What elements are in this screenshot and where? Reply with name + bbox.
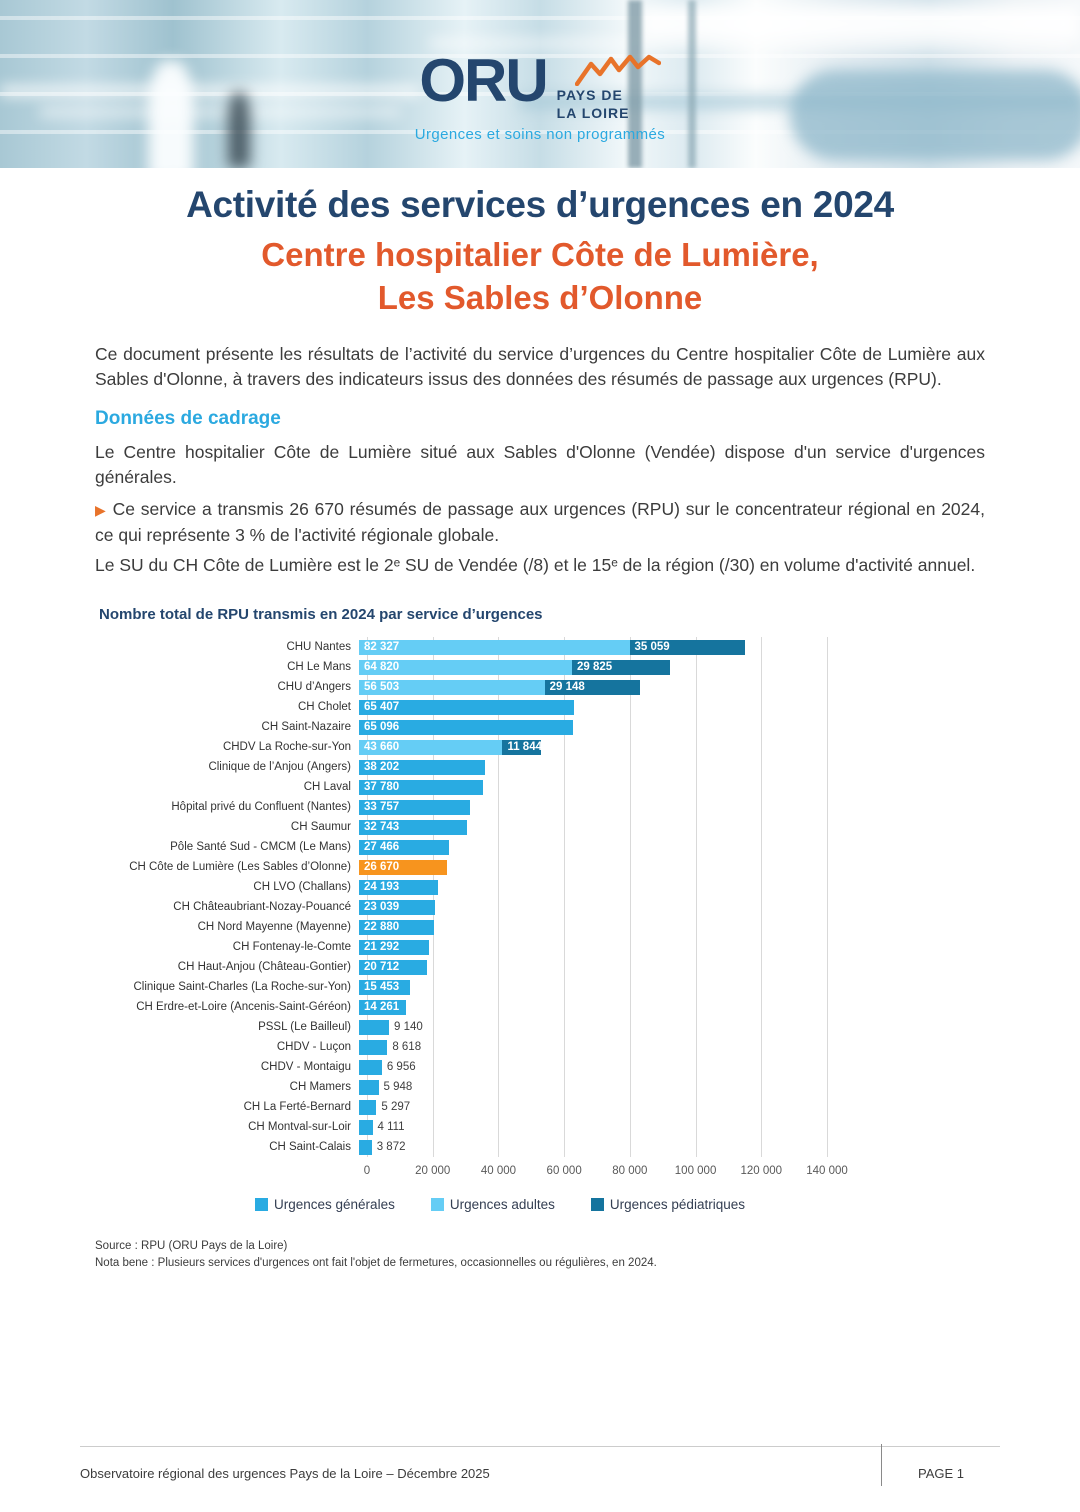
bar-category-label: Hôpital privé du Confluent (Nantes) <box>171 801 351 814</box>
bar-value-label: 11 844 <box>507 740 542 753</box>
bar-segment-adultes <box>359 640 630 655</box>
bar-value-label: 37 780 <box>364 780 400 793</box>
bar-value-label: 38 202 <box>364 760 400 773</box>
chart-row <box>95 797 985 817</box>
chart-row <box>95 1057 985 1077</box>
bar-segment-generales <box>359 1140 372 1155</box>
legend-label: Urgences adultes <box>449 1197 555 1213</box>
bar-value-label: 33 757 <box>364 800 400 813</box>
bar-track <box>359 940 819 955</box>
bar-track <box>359 800 819 815</box>
bar-segment-generales <box>359 1060 382 1075</box>
bar-value-label: 35 059 <box>634 640 670 653</box>
x-axis-tick-label: 0 <box>363 1165 371 1178</box>
bar-category-label: CH Cholet <box>297 701 351 714</box>
bar-category-label: PSSL (Le Bailleul) <box>258 1021 351 1034</box>
bar-track <box>359 700 819 715</box>
bar-category-label: CH Haut-Anjou (Château-Gontier) <box>177 961 351 974</box>
bar-category-label: Pôle Santé Sud - CMCM (Le Mans) <box>170 841 351 854</box>
bar-track <box>359 720 819 735</box>
bar-category-label: Clinique Saint-Charles (La Roche-sur-Yon) <box>133 981 351 994</box>
chart-row <box>95 1037 985 1057</box>
section-heading-donnees-de-cadrage: Données de cadrage <box>95 407 281 429</box>
bar-category-label: CH Saumur <box>290 821 351 834</box>
bar-category-label: CH Saint-Calais <box>269 1141 351 1154</box>
bar-track <box>359 900 819 915</box>
chart-row <box>95 1097 985 1117</box>
bar-value-label: 65 096 <box>364 720 400 733</box>
bar-value-label: 9 140 <box>394 1020 423 1033</box>
legend-item <box>591 1197 745 1212</box>
x-axis-tick-label: 100 000 <box>674 1165 717 1178</box>
bar-category-label: CHDV La Roche-sur-Yon <box>222 741 351 754</box>
logo-region-line1: PAYS DE <box>556 87 623 103</box>
triangle-bullet-icon: ▶ <box>95 502 107 519</box>
x-axis-tick-label: 20 000 <box>415 1165 451 1178</box>
bar-track <box>359 740 819 755</box>
x-axis-tick-label: 120 000 <box>740 1165 783 1178</box>
photo-ceiling-lights <box>640 6 1080 42</box>
chart-row <box>95 937 985 957</box>
bar-category-label: CHDV - Montaigu <box>260 1061 351 1074</box>
footer-text: Observatoire régional des urgences Pays de la Loire – Décembre 2025 <box>80 1465 490 1481</box>
bar-value-label: 29 148 <box>549 680 585 693</box>
x-axis-tick-label: 40 000 <box>480 1165 517 1178</box>
chart-row <box>95 677 985 697</box>
page-footer <box>80 1446 1000 1486</box>
bar-segment-generales <box>359 1100 376 1115</box>
bar-segment-generales <box>359 1080 379 1095</box>
chart-row <box>95 757 985 777</box>
oru-logo-text: ORU <box>419 47 547 114</box>
legend-swatch-icon <box>431 1198 444 1211</box>
paragraph-rpu-bullet <box>95 497 985 548</box>
bar-value-label: 6 956 <box>386 1060 416 1073</box>
bar-track <box>359 980 819 995</box>
bar-category-label: CH Mamers <box>289 1081 351 1094</box>
legend-label: Urgences générales <box>274 1197 395 1213</box>
bar-value-label: 8 618 <box>392 1040 422 1053</box>
bar-value-label: 43 660 <box>364 740 400 753</box>
bar-track <box>359 1060 819 1075</box>
legend-item <box>255 1197 395 1212</box>
bar-track <box>359 1040 819 1055</box>
bar-value-label: 26 670 <box>364 860 400 873</box>
bar-value-label: 4 111 <box>377 1120 405 1133</box>
paragraph-classement: Le SU du CH Côte de Lumière est le 2ᵉ SU de Vendée (/8) et le 15ᵉ de la région (/30) en volume d'activité annuel. <box>95 555 976 576</box>
bar-segment-generales <box>359 1020 389 1035</box>
x-axis-tick-label: 60 000 <box>546 1165 582 1178</box>
bar-track <box>359 960 819 975</box>
bar-segment-generales <box>359 1120 373 1135</box>
bar-track <box>359 1140 819 1155</box>
logo-region-line2: LA LOIRE <box>556 104 630 121</box>
bar-category-label: CH Saint-Nazaire <box>261 721 351 734</box>
chart-row <box>95 657 985 677</box>
bar-value-label: 22 880 <box>364 920 400 933</box>
chart-row <box>95 877 985 897</box>
legend-label: Urgences pédiatriques <box>609 1197 745 1213</box>
bar-track <box>359 1120 819 1135</box>
bar-category-label: CH Fontenay-le-Comte <box>232 941 351 954</box>
chart-row <box>95 777 985 797</box>
bar-track <box>359 660 819 675</box>
bar-category-label: CH LVO (Challans) <box>253 881 351 894</box>
bar-value-label: 15 453 <box>364 980 400 993</box>
legend-swatch-icon <box>591 1198 604 1211</box>
bar-track <box>359 860 819 875</box>
bar-track <box>359 1080 819 1095</box>
bar-value-label: 82 327 <box>364 640 400 653</box>
bar-category-label: CH Côte de Lumière (Les Sables d’Olonne) <box>129 861 351 874</box>
intro-paragraph: Ce document présente les résultats de l’activité du service d’urgences du Centre hospitalier Côte de Lumière aux Sables d'Olonne, à travers des indicateurs issus des données des résumés de passage aux urgences (RPU). <box>95 343 985 390</box>
bar-track <box>359 680 819 695</box>
bar-category-label: CHU Nantes <box>286 641 351 654</box>
chart-legend <box>55 1197 945 1212</box>
bar-track <box>359 820 819 835</box>
bar-category-label: CHDV - Luçon <box>276 1041 351 1054</box>
chart-row <box>95 1137 985 1157</box>
chart-row <box>95 717 985 737</box>
bar-track <box>359 780 819 795</box>
chart-notes <box>95 1238 985 1271</box>
subtitle-line2: Les Sables d’Olonne <box>377 278 703 316</box>
bar-value-label: 65 407 <box>364 700 400 713</box>
page-subtitle <box>0 234 1080 320</box>
bar-track <box>359 880 819 895</box>
bar-segment-generales <box>359 1040 387 1055</box>
bar-category-label: CH Erdre-et-Loire (Ancenis-Saint-Géréon) <box>136 1001 351 1014</box>
bar-category-label: CH Laval <box>303 781 351 794</box>
chart-row <box>95 917 985 937</box>
header-photo <box>0 0 1080 168</box>
bar-value-label: 23 039 <box>364 900 400 913</box>
bar-value-label: 32 743 <box>364 820 400 833</box>
bar-value-label: 56 503 <box>364 680 400 693</box>
nota-bene: Nota bene : Plusieurs services d'urgences ont fait l'objet de fermetures, occasionnelles ou régulières, en 2024. <box>95 1257 657 1270</box>
bar-category-label: CH Nord Mayenne (Mayenne) <box>197 921 351 934</box>
chart-row <box>95 1117 985 1137</box>
subtitle-line1: Centre hospitalier Côte de Lumière, <box>261 236 819 273</box>
bar-category-label: CH Le Mans <box>287 661 351 674</box>
legend-item <box>431 1197 555 1212</box>
source-note: Source : RPU (ORU Pays de la Loire) <box>95 1240 288 1253</box>
paragraph-service-urgences: Le Centre hospitalier Côte de Lumière situé aux Sables d'Olonne (Vendée) dispose d'un service d'urgences générales. <box>95 441 985 487</box>
bar-value-label: 14 261 <box>364 1000 400 1013</box>
page-title: Activité des services d’urgences en 2024 <box>186 184 894 225</box>
bar-category-label: CH Châteaubriant-Nozay-Pouancé <box>173 901 351 914</box>
bar-value-label: 27 466 <box>364 840 400 853</box>
bar-category-label: CH La Ferté-Bernard <box>243 1101 351 1114</box>
chart-rows <box>95 637 985 1157</box>
chart-row <box>95 957 985 977</box>
bar-value-label: 64 820 <box>364 660 400 673</box>
chart-row <box>95 637 985 657</box>
chart-title: Nombre total de RPU transmis en 2024 par service d’urgences <box>99 606 543 624</box>
chart-row <box>95 697 985 717</box>
chart-row <box>95 857 985 877</box>
page-number: PAGE 1 <box>917 1465 964 1481</box>
bar-category-label: CHU d’Angers <box>277 681 351 694</box>
bar-value-label: 3 872 <box>376 1140 406 1153</box>
bar-track <box>359 1000 819 1015</box>
bar-value-label: 20 712 <box>364 960 400 973</box>
x-axis-tick-label: 80 000 <box>612 1165 648 1178</box>
logo-tagline: Urgences et soins non programmés <box>414 126 666 143</box>
chart-row <box>95 1017 985 1037</box>
bar-track <box>359 920 819 935</box>
zigzag-chart-icon <box>575 54 661 86</box>
chart-row <box>95 897 985 917</box>
bar-track <box>359 840 819 855</box>
legend-swatch-icon <box>255 1198 268 1211</box>
bar-category-label: CH Montval-sur-Loir <box>248 1121 351 1134</box>
bar-track <box>359 640 819 655</box>
oru-logo <box>0 47 1080 143</box>
rpu-bar-chart <box>95 606 985 1212</box>
bar-value-label: 24 193 <box>364 880 400 893</box>
chart-row <box>95 837 985 857</box>
bar-track <box>359 1020 819 1035</box>
chart-row <box>95 997 985 1017</box>
photo-blur-streak <box>430 40 1070 47</box>
chart-row <box>95 977 985 997</box>
chart-row <box>95 737 985 757</box>
bar-value-label: 29 825 <box>576 660 613 673</box>
bar-value-label: 21 292 <box>364 940 400 953</box>
chart-row <box>95 1077 985 1097</box>
bar-value-label: 5 948 <box>383 1080 413 1093</box>
chart-row <box>95 817 985 837</box>
bar-value-label: 5 297 <box>381 1100 411 1113</box>
chart-x-axis <box>363 1161 848 1185</box>
x-axis-tick-label: 140 000 <box>806 1165 848 1178</box>
bullet-text: Ce service a transmis 26 670 résumés de passage aux urgences (RPU) sur le concentrateur régional en 2024, ce qui représente 3 % de l'activité régionale globale. <box>95 499 985 545</box>
bar-category-label: Clinique de l’Anjou (Angers) <box>208 761 351 774</box>
bar-track <box>359 1100 819 1115</box>
bar-track <box>359 760 819 775</box>
